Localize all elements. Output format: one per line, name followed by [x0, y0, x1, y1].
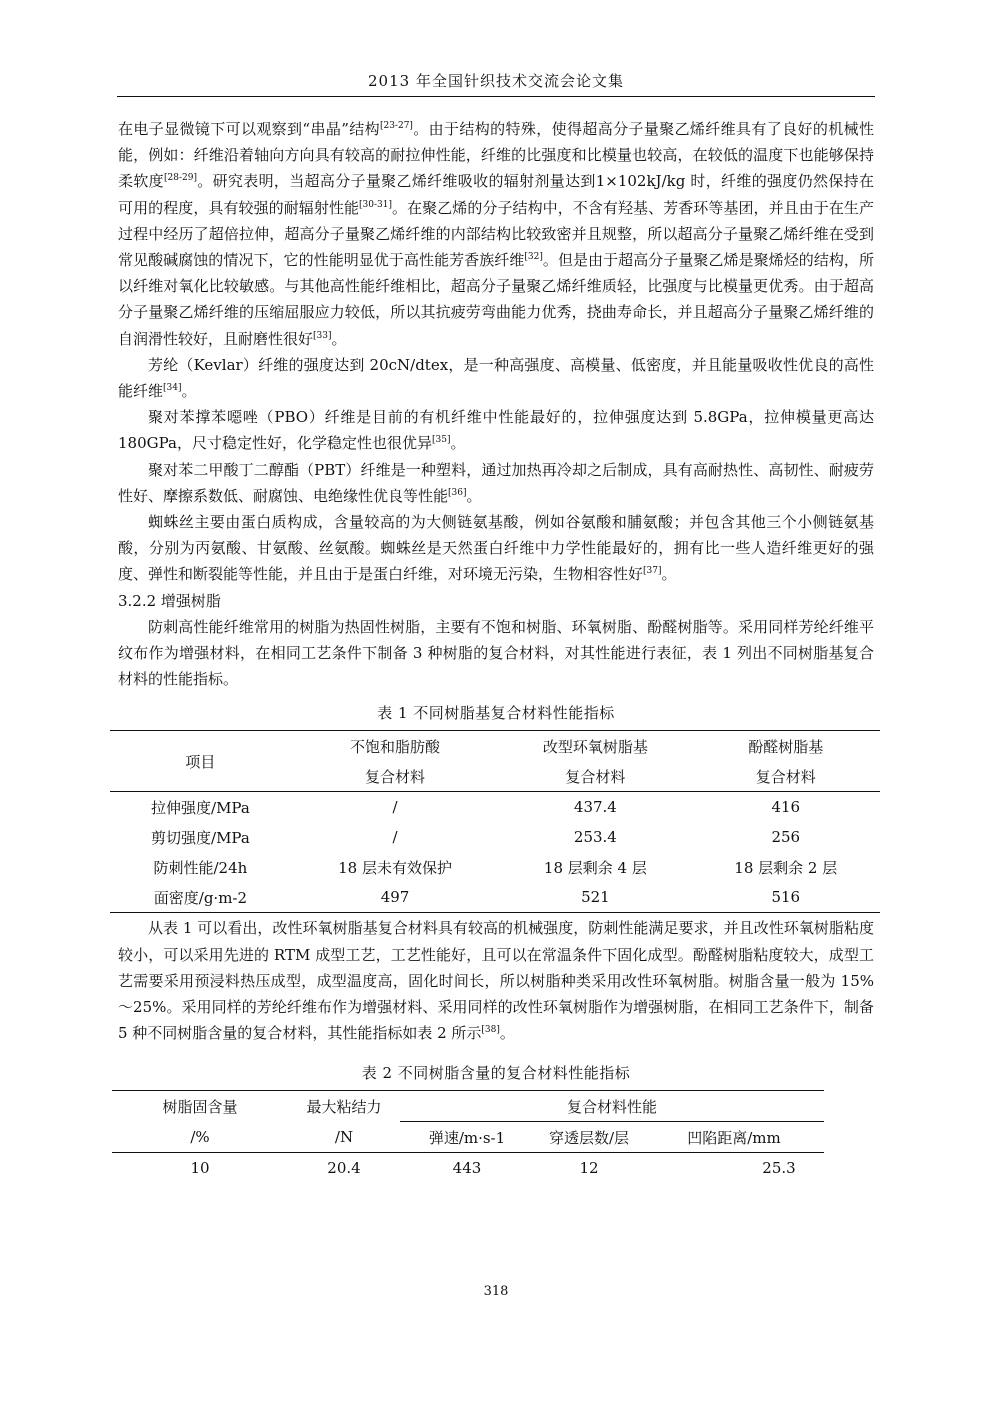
- table-cell: 18 层剩余 4 层: [543, 858, 647, 877]
- table-row: [110, 852, 880, 882]
- table-cell: 18 层剩余 2 层: [734, 858, 838, 877]
- citation: [30-31]: [359, 199, 392, 210]
- citation: [38]: [481, 1025, 500, 1036]
- table-cell: 防刺性能/24h: [153, 858, 248, 877]
- paragraph-uhmwpe: 在电子显微镜下可以观察到“串晶”结构[23-27]。由于结构的特殊，使得超高分子量聚乙烯纤维具有了良好的机械性能，例如：纤维沿着轴向方向具有较高的耐拉伸性能，纤维的比强度和比模量也较高，在较低的温度下也能够保持柔软度[28-29]。研究表明，当超高分子量聚乙烯纤维吸收的辐射剂量达到1×102kJ/kg 时，纤维的强度仍然保持在可用的程度，具有较强的耐辐射性能[30-31]。在聚乙烯的分子结构中，不含有羟基、芳香环等基团，并且由于在生产过程中经历了超倍拉伸，超高分子量聚乙烯纤维的内部结构比较致密并且规整，所以超高分子量聚乙烯纤维在受到常见酸碱腐蚀的情况下，它的性能明显优于高性能芳香族纤维[32]。但是由于超高分子量聚乙烯是聚烯烃的结构，所以纤维对氧化比较敏感。与其他高性能纤维相比，超高分子量聚乙烯纤维质轻，比强度与比模量更优秀。由于超高分子量聚乙烯纤维的压缩屈服应力较低，所以其抗疲劳弯曲能力优秀，挠曲寿命长，并且超高分子量聚乙烯纤维的自润滑性较好，且耐磨性很好[33]。: [118, 120, 874, 348]
- page-body: [118, 116, 874, 1183]
- citation: [35]: [431, 435, 451, 446]
- table-cell: 521: [581, 888, 610, 907]
- table1-header-cell: 复合材料: [499, 761, 691, 792]
- citation: [36]: [448, 487, 467, 498]
- table1-header-cell: 酚醛树脂基: [748, 737, 824, 756]
- table2-header-cell: /N: [288, 1122, 400, 1153]
- table-cell: 12: [579, 1159, 599, 1178]
- table-cell: 256: [771, 828, 801, 847]
- paragraph-pbo: 聚对苯撑苯噁唑（PBO）纤维是目前的有机纤维中性能最好的，拉伸强度达到 5.8GPa，拉伸模量更高达 180GPa，尺寸稳定性好，化学稳定性也很优异[35]。: [118, 408, 874, 453]
- section-heading: 3.2.2 增强树脂: [118, 591, 221, 610]
- table-cell: /: [392, 828, 398, 847]
- table-row: [110, 792, 880, 823]
- table1-caption: 表 1 不同树脂基复合材料性能指标: [377, 704, 615, 723]
- table-1: [110, 730, 880, 913]
- citation: [23-27]: [379, 121, 413, 131]
- table2-subheader-cell: 穿透层数/层: [534, 1122, 644, 1153]
- table1-header-item: 项目: [110, 731, 291, 792]
- citation: [28-29]: [163, 173, 197, 184]
- table-cell: 437.4: [573, 798, 617, 817]
- table1-header-cell: 改型环氧树脂基: [542, 737, 648, 756]
- running-header: 2013 年全国针织技术交流会论文集: [368, 72, 624, 90]
- paragraph-kevlar: 芳纶（Kevlar）纤维的强度达到 20cN/dtex，是一种高强度、高模量、低密度，并且能量吸收性优良的高性能纤维[34]。: [118, 355, 874, 401]
- citation: [33]: [313, 330, 332, 341]
- page-number: 318: [483, 1284, 509, 1299]
- table-row: [112, 1153, 824, 1184]
- table-cell: 20.4: [327, 1159, 361, 1178]
- table-cell: 剪切强度/MPa: [151, 828, 250, 847]
- paragraph-pbt: 聚对苯二甲酸丁二醇酯（PBT）纤维是一种塑料，通过加热再冷却之后制成，具有高耐热性、高韧性、耐疲劳性好、摩擦系数低、耐腐蚀、电绝缘性优良等性能[36]。: [118, 460, 874, 505]
- table-cell: 拉伸强度/MPa: [151, 798, 250, 817]
- header-rule: [117, 96, 875, 97]
- table-cell: 25.3: [762, 1159, 796, 1178]
- paragraph-table1-analysis: 从表 1 可以看出，改性环氧树脂基复合材料具有较高的机械强度，防刺性能满足要求，并且改性环氧树脂粘度较小，可以采用先进的 RTM 成型工艺，工艺性能好，且可以在常温条件下固化成型。酚醛树脂粘度较大，成型工艺需要采用预浸料热压成型，成型温度高，固化时间长，所以树脂种类采用改性环氧树脂。树脂含量一般为 15%～25%。采用同样的芳纶纤维布作为增强材料、采用同样的改性环氧树脂作为增强树脂，在相同工艺条件下，制备 5 种不同树脂含量的复合材料，其性能指标如表 2 所示[38]。: [118, 919, 874, 1043]
- table1-header-cell: 复合材料: [291, 761, 499, 792]
- table-cell: 416: [771, 798, 801, 817]
- table2-header-cell: 树脂固含量: [162, 1098, 238, 1117]
- citation: [37]: [643, 566, 662, 577]
- table-row: [110, 882, 880, 913]
- table2-header-cell: 最大粘结力: [306, 1098, 382, 1117]
- table-cell: 497: [380, 888, 410, 907]
- table-cell: 443: [452, 1159, 482, 1178]
- table2-header-group: 复合材料性能: [566, 1097, 657, 1116]
- paragraph-spider-silk: 蜘蛛丝主要由蛋白质构成，含量较高的为大侧链氨基酸，例如谷氨酸和脯氨酸；并包含其他三个小侧链氨基酸，分别为丙氨酸、甘氨酸、丝氨酸。蜘蛛丝是天然蛋白纤维中力学性能最好的，拥有比一些人造纤维更好的强度、弹性和断裂能等性能，并且由于是蛋白纤维，对环境无污染，生物相容性好[37]。: [118, 513, 874, 584]
- table-cell: /: [392, 798, 398, 817]
- table-cell: 10: [190, 1159, 210, 1178]
- table2-header-cell: /%: [112, 1122, 288, 1153]
- table2-subheader-cell: 凹陷距离/mm: [644, 1122, 824, 1153]
- table-cell: 面密度/g·m-2: [153, 888, 248, 907]
- table-cell: 18 层未有效保护: [338, 858, 452, 877]
- table1-header-cell: 不饱和脂肪酸: [350, 737, 441, 756]
- table2-subheader-cell: 弹速/m·s-1: [400, 1122, 534, 1153]
- table-cell: 516: [771, 888, 801, 907]
- table-cell: 253.4: [573, 828, 617, 847]
- table1-header-cell: 复合材料: [692, 761, 880, 792]
- table-row: [110, 822, 880, 852]
- paragraph-resin: 防刺高性能纤维常用的树脂为热固性树脂，主要有不饱和树脂、环氧树脂、酚醛树脂等。采用同样芳纶纤维平纹布作为增强材料，在相同工艺条件下制备 3 种树脂的复合材料，对其性能进行表征，表 1 列出不同树脂基复合材料的性能指标。: [118, 617, 874, 689]
- citation: [34]: [163, 383, 182, 394]
- table2-caption: 表 2 不同树脂含量的复合材料性能指标: [361, 1064, 631, 1083]
- table-2: [112, 1090, 824, 1183]
- citation: [32]: [524, 252, 543, 263]
